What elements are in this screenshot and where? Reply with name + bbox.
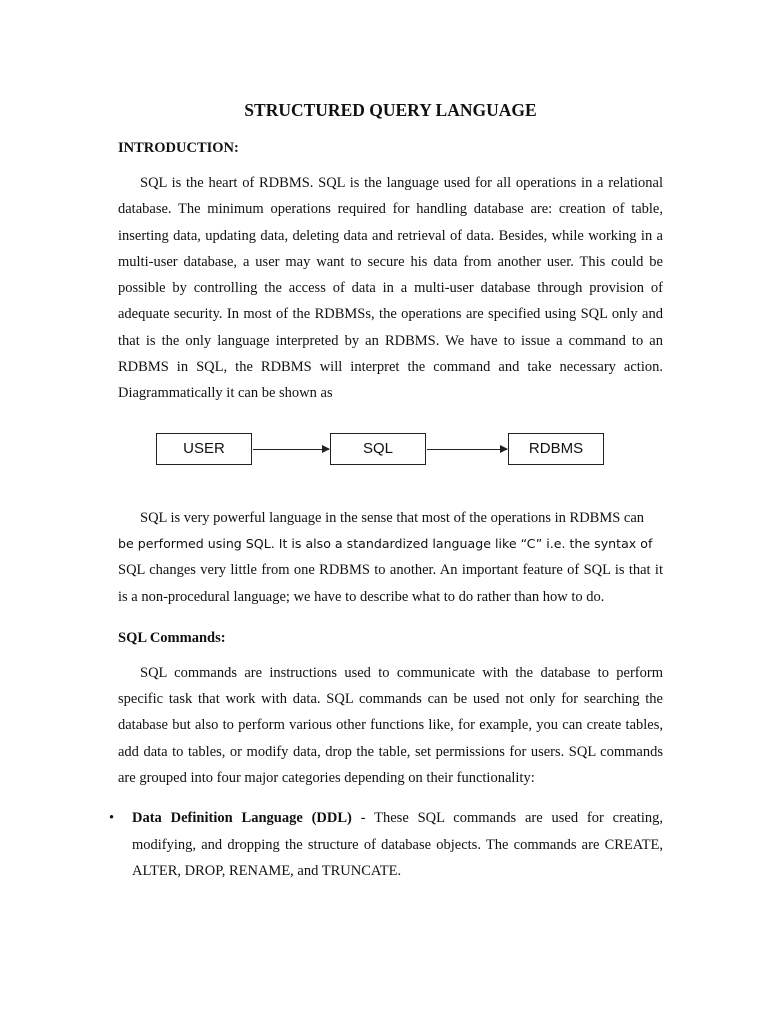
intro-paragraph: SQL is the heart of RDBMS. SQL is the language used for all operations in a relational database. The minimum operations required for handling database are: creation of table, inserting data, updating data, deleting data and retrieval of data. Besides, while working in a multi-user database, a user may want to secure his data from another user. This could be possible by controlling the access of data in a multi-user database through provision of adequate security. In most of the RDBMSs, the operations are specified using SQL only and that is the only language interpreted by an RDBMS. We have to issue a command to an RDBMS in SQL, the RDBMS will interpret the command and take necessary action. Diagrammatically it can be shown as [118, 175, 663, 402]
commands-heading: SQL Commands: [118, 629, 226, 646]
diagram-box-sql: SQL [330, 433, 426, 465]
document-title: STRUCTURED QUERY LANGUAGE [244, 100, 537, 120]
list-item [109, 805, 663, 884]
diagram-box-rdbms: RDBMS [508, 433, 604, 465]
commands-list [109, 805, 663, 884]
diagram-arrow-user-sql [253, 449, 329, 450]
flow-diagram [118, 423, 663, 487]
powerful-paragraph [118, 505, 663, 610]
bullet-term: Data Definition Language (DDL) [132, 810, 352, 827]
powerful-line-1: SQL is very powerful language in the sense that most of the operations in RDBMS can [140, 509, 645, 526]
commands-paragraph: SQL commands are instructions used to communicate with the database to perform specific task that work with data. SQL commands can be used not only for searching the database but also to perform various other functions like, for example, you can create tables, add data to tables, or modify data, drop the table, set permissions for users. SQL commands are grouped into four major categories depending on their functionality: [118, 664, 663, 787]
diagram-arrow-sql-rdbms [427, 449, 507, 450]
document-page [109, 98, 663, 884]
powerful-line-2: be performed using SQL. It is also a standardized language like “C” i.e. the syntax of [118, 535, 653, 551]
intro-heading: INTRODUCTION: [118, 140, 239, 156]
bullet-icon: • [109, 810, 115, 827]
diagram-box-user: USER [156, 433, 252, 465]
bullet-text: - These SQL commands are used for creating, modifying, and dropping the structure of database objects. The commands are CREATE, ALTER, DROP, RENAME, and TRUNCATE. [132, 810, 663, 879]
powerful-rest: SQL changes very little from one RDBMS to another. An important feature of SQL is that it is a non-procedural language; we have to describe what to do rather than how to do. [118, 562, 663, 605]
